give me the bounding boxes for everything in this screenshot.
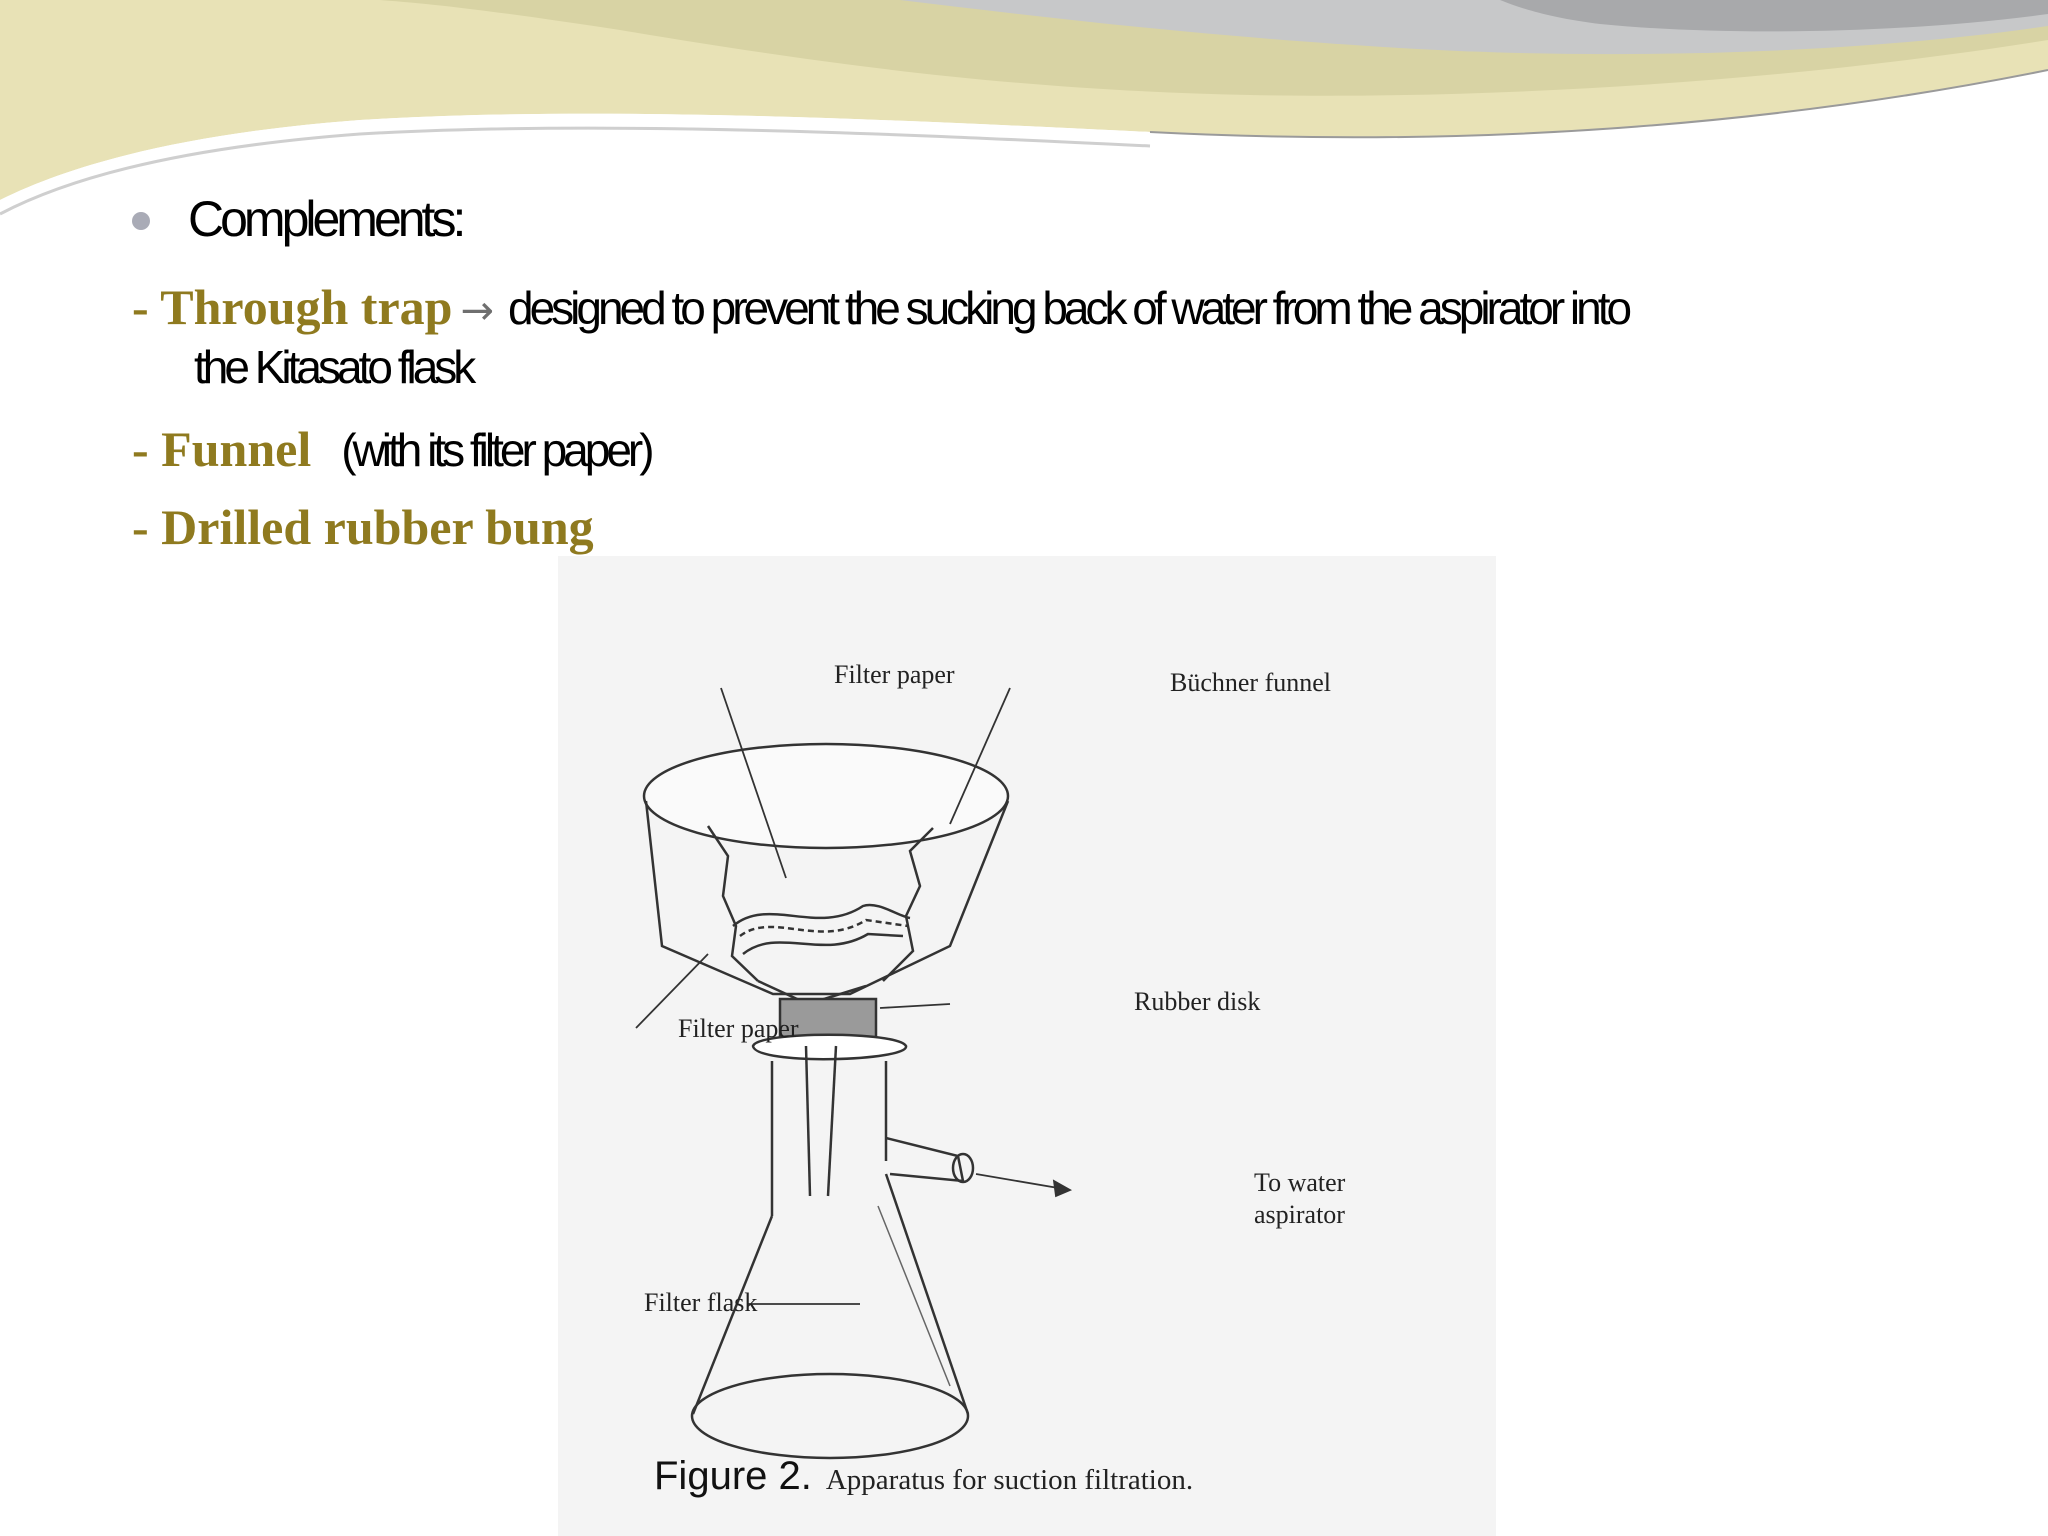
filtration-apparatus-illustration — [558, 556, 1496, 1536]
caption-number: Figure 2. — [654, 1454, 812, 1498]
caption-text: Apparatus for suction filtration. — [825, 1464, 1194, 1496]
item-term: Funnel — [161, 421, 312, 477]
item-dash: - — [132, 279, 161, 335]
item-term: Through trap — [160, 279, 453, 335]
label-filter-paper-top: Filter paper — [834, 660, 955, 689]
item-drilled-rubber-bung — [132, 498, 594, 556]
bullet-dot-icon — [132, 212, 150, 230]
heading-bullet — [132, 190, 462, 248]
figure-caption — [654, 1454, 1193, 1499]
label-filter-paper-left: Filter paper — [678, 1014, 799, 1043]
item-term: Drilled rubber bung — [161, 499, 594, 555]
item-desc-continued: the Kitasato flask — [194, 341, 473, 393]
label-aspirator: aspirator — [1254, 1200, 1345, 1229]
item-desc: designed to prevent the sucking back of water from the aspirator into — [507, 282, 1629, 334]
heading-text: Complements: — [188, 191, 463, 247]
item-through-trap — [132, 278, 1628, 336]
item-dash: - — [132, 499, 162, 555]
label-rubber-disk: Rubber disk — [1134, 987, 1261, 1016]
item-funnel — [132, 420, 651, 478]
item-dash: - — [132, 421, 162, 477]
label-filter-flask: Filter flask — [644, 1288, 758, 1317]
arrow-icon: → — [460, 288, 494, 334]
item-desc: (with its filter paper) — [341, 424, 651, 476]
label-buchner-funnel: Büchner funnel — [1170, 668, 1332, 697]
label-to-water: To water — [1254, 1168, 1346, 1197]
